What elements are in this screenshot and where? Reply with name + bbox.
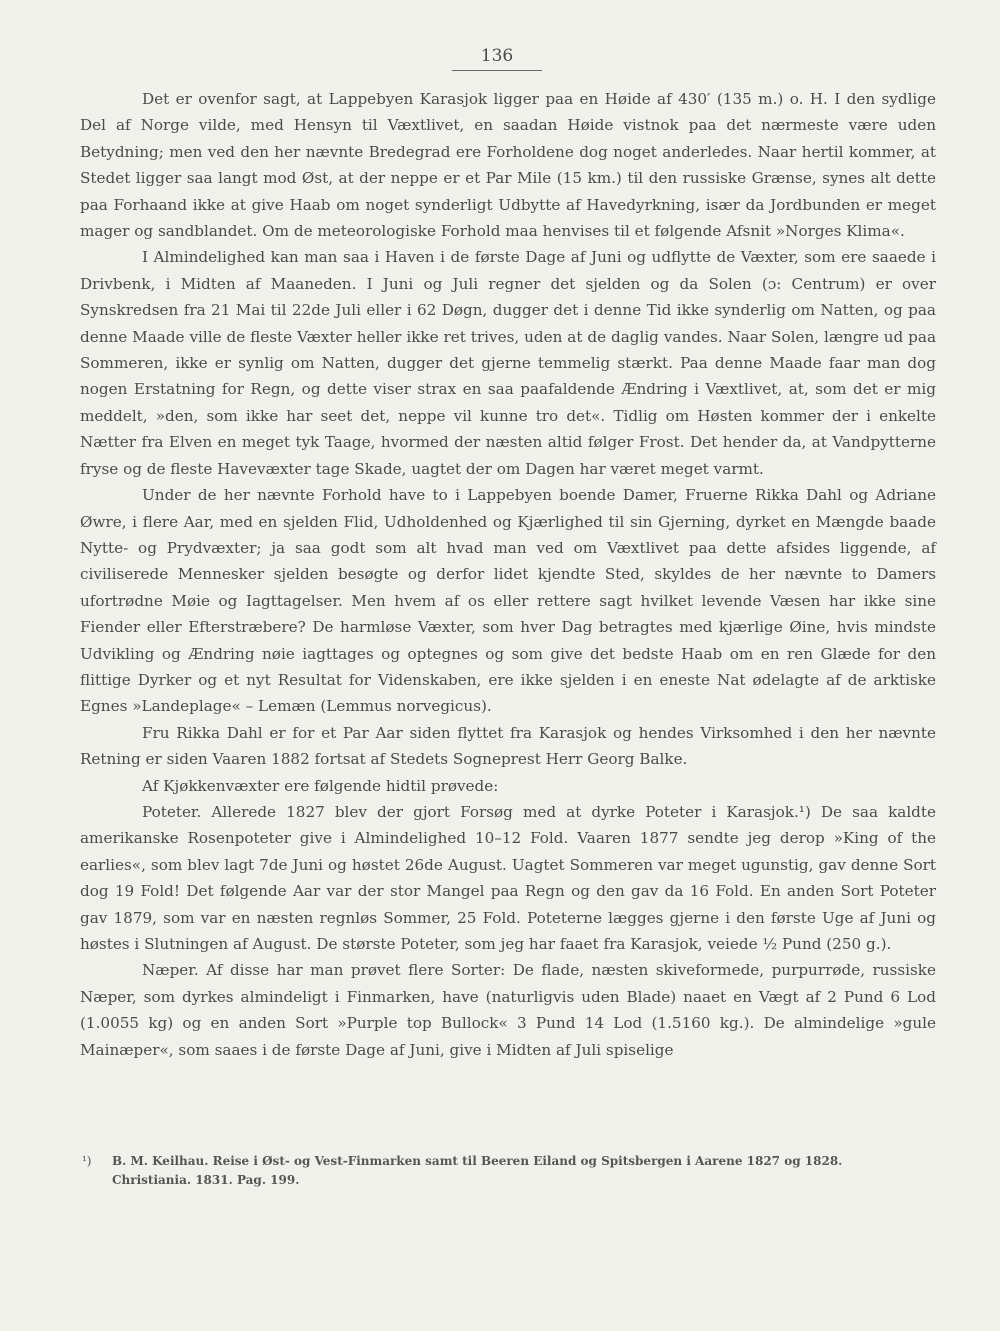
page-number: 136: [452, 46, 542, 71]
footnote-line-2: Christiania. 1831. Pag. 199.: [112, 1173, 300, 1187]
footnotes: [82, 1152, 942, 1190]
paragraph-3: Under de her nævnte Forhold have to i Lappebyen boende Damer, Fruerne Rikka Dahl og Adriane Øwre, i flere Aar, med en sjelden Flid, Udholdenhed og Kjærlighed til sin Gjerning, dyrket en Mængde baade Nytte- og Prydvæxter; ja saa godt som alt hvad man ved om Væxtlivet paa dette afsides liggende, af civiliserede Mennesker sjelden besøgte og derfor lidet kjendte Sted, skyldes de her nævnte to Damers ufortrødne Møie og Iagttagelser. Men hvem af os eller rettere sagt hvilket levende Væsen har ikke sine Fiender eller Efterstræbere? De harmløse Væxter, som hver Dag betragtes med kjærlige Øine, hvis mindste Udvikling og Ændring nøie iagttages og optegnes og som give det bedste Haab om en ren Glæde for den flittige Dyrker og et nyt Resultat for Videnskaben, ere ikke sjelden i en eneste Nat ødelagte af de arktiske Egnes »Landeplage« – Lemæn (Lemmus norvegicus).: [80, 486, 936, 716]
paragraph-4: Fru Rikka Dahl er for et Par Aar siden flyttet fra Karasjok og hendes Virksomhed i den her nævnte Retning er siden Vaaren 1882 fortsat af Stedets Sogneprest Herr Georg Balke.: [80, 723, 936, 769]
body-text: [80, 86, 936, 1063]
paragraph-7: Næper. Af disse har man prøvet flere Sorter: De flade, næsten skiveformede, purpurrøde, russiske Næper, som dyrkes almindeligt i Finmarken, have (naturligvis uden Blade) naaet en Vægt af 2 Pund 6 Lod (1.0055 kg) og en anden Sort »Purple top Bullock« 3 Pund 14 Lod (1.5160 kg.). De almindelige »gule Mainæper«, som saaes i de første Dage af Juni, give i Midten af Juli spiselige: [80, 961, 936, 1059]
paragraph-6: Poteter. Allerede 1827 blev der gjort Forsøg med at dyrke Poteter i Karasjok.¹) De saa kaldte amerikanske Rosenpoteter give i Almindelighed 10–12 Fold. Vaaren 1877 sendte jeg derop »King of the earlies«, som blev lagt 7de Juni og høstet 26de August. Uagtet Sommeren var meget ugunstig, gav denne Sort dog 19 Fold! Det følgende Aar var der stor Mangel paa Regn og den gav da 16 Fold. En anden Sort Poteter gav 1879, som var en næsten regnløs Sommer, 25 Fold. Poteterne lægges gjerne i den første Uge af Juni og høstes i Slutningen af August. De største Poteter, som jeg har faaet fra Karasjok, veiede ½ Pund (250 g.).: [80, 802, 936, 953]
footnote-marker: ¹): [82, 1154, 92, 1168]
paragraph-1: Det er ovenfor sagt, at Lappebyen Karasjok ligger paa en Høide af 430′ (135 m.) o. H. I den sydlige Del af Norge vilde, med Hensyn til Væxtlivet, en saadan Høide vistnok paa det nærmeste være uden Betydning; men ved den her nævnte Bredegrad ere Forholdene dog noget anderledes. Naar hertil kommer, at Stedet ligger saa langt mod Øst, at der neppe er et Par Mile (15 km.) til den russiske Grænse, synes alt dette paa Forhaand ikke at give Haab om noget synderligt Udbytte af Havedyrkning, især da Jordbunden er meget mager og sandblandet. Om de meteorologiske Forhold maa henvises til et følgende Afsnit »Norges Klima«.: [80, 90, 936, 241]
paragraph-2: I Almindelighed kan man saa i Haven i de første Dage af Juni og udflytte de Væxter, som ere saaede i Drivbenk, i Midten af Maaneden. I Juni og Juli regner det sjelden og da Solen (ɔ: Centrum) er over Synskredsen fra 21 Mai til 22de Juli eller i 62 Døgn, dugger det i denne Tid ikke synderlig om Natten, og paa denne Maade ville de fleste Væxter heller ikke ret trives, uden at de daglig vandes. Naar Solen, længre ud paa Sommeren, ikke er synlig om Natten, dugger det gjerne temmelig stærkt. Paa denne Maade faar man dog nogen Erstatning for Regn, og dette viser strax en saa paafaldende Ændring i Væxtlivet, at, som det er mig meddelt, »den, som ikke har seet det, neppe vil kunne tro det«. Tidlig om Høsten kommer der i enkelte Nætter fra Elven en meget tyk Taage, hvormed der næsten altid følger Frost. Det hender da, at Vandpytterne fryse og de fleste Havevæxter tage Skade, uagtet der om Dagen har været meget varmt.: [80, 248, 936, 478]
paragraph-5: Af Kjøkkenvæxter ere følgende hidtil prøvede:: [142, 776, 499, 795]
footnote-line-1: B. M. Keilhau. Reise i Øst- og Vest-Finmarken samt til Beeren Eiland og Spitsbergen i Aarene 1827 og 1828.: [112, 1154, 843, 1168]
